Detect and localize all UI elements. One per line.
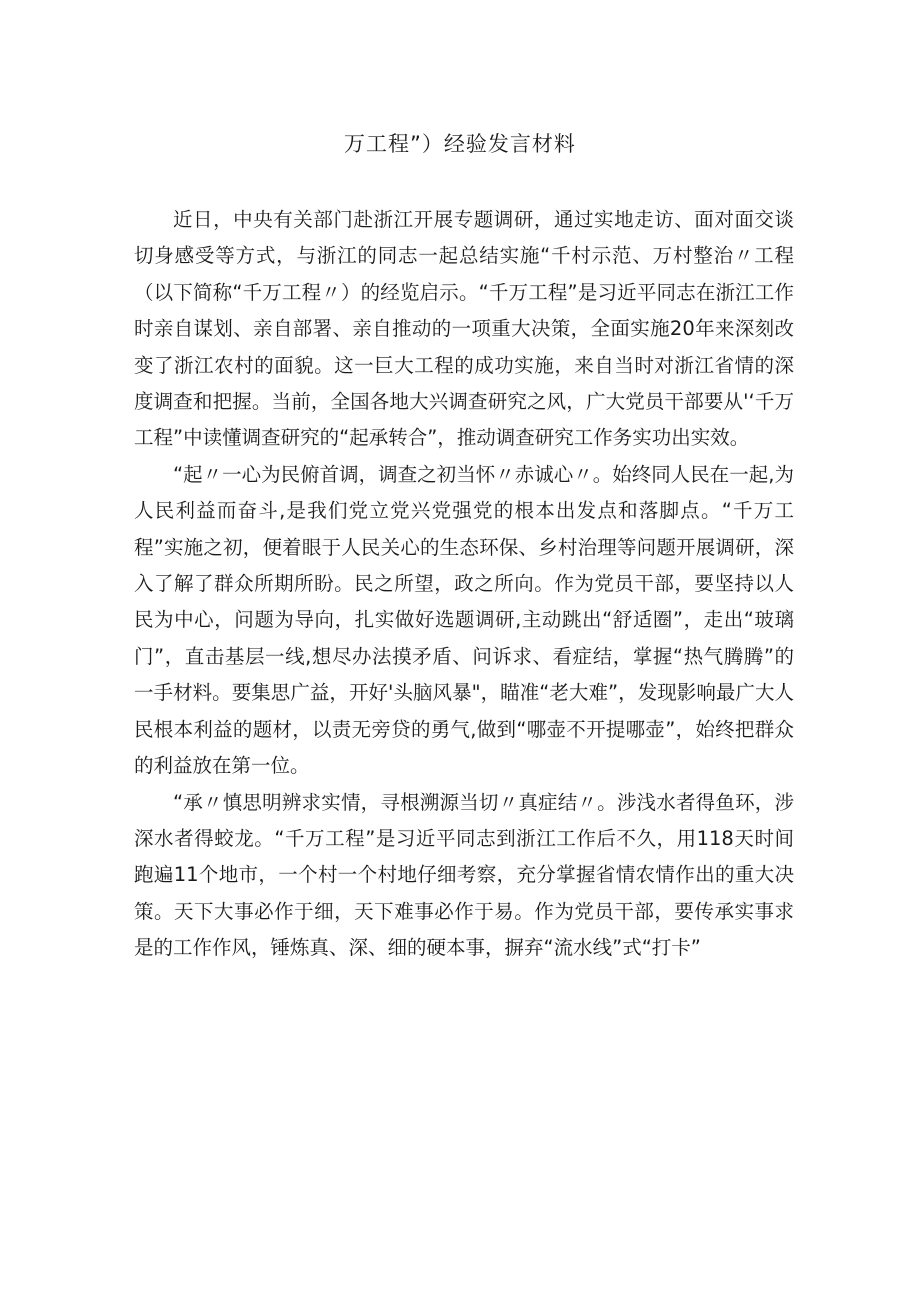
document-body <box>134 202 794 967</box>
paragraph-intro: 近日，中央有关部门赴浙江开展专题调研，通过实地走访、面对面交谈切身感受等方式，与浙江的同志一起总结实施“千村示范、万村整治〃工程（以下简称“千万工程〃）的经览启示。“千万工程”是习近平同志在浙江工作时亲自谋划、亲自部署、亲自推动的一项重大决策，全面实施20年来深刻改变了浙江农村的面貌。这一巨大工程的成功实施，来自当时对浙江省情的深度调查和把握。当前，全国各地大兴调查研究之风，广大党员干部要从'‘千万工程”中读懂调查研究的“起承转合”，推动调查研究工作务实功出实效。 <box>134 208 794 450</box>
paragraph-qi: “起〃一心为民俯首调，调查之初当怀〃赤诚心〃。始终同人民在一起,为人民利益而奋斗,是我们党立党兴党强党的根本出发点和落脚点。“千万工程”实施之初，便着眼于人民关心的生态环保、乡村治理等问题开展调研，深入了解了群众所期所盼。民之所望，政之所向。作为党员干部，要坚持以人民为中心，问题为导向，扎实做好选题调研,主动跳出“舒适圈”，走出“玻璃门”，直击基层一线,想尽办法摸矛盾、问诉求、看症结，掌握“热气腾腾”的一手材料。要集思广益，开好'头脑风暴"，瞄准“老大难”，发现影响最广大人民根本利益的题材，以责无旁贷的勇气,做到“哪壶不开提哪壶”，始终把群众的利益放在第一位。 <box>134 462 794 778</box>
paragraph-cheng: “承〃慎思明辨求实情，寻根溯源当切〃真症结〃。涉浅水者得鱼环，涉深水者得蛟龙。“千万工程”是习近平同志到浙江工作后不久，用118天时间跑遍11个地市，一个村一个村地仔细考察，充分掌握省情农情作出的重大决策。天下大事必作于细，天下难事必作于易。作为党员干部，要传承实事求是的工作作风，锤炼真、深、细的硬本事，摒弃“流水线”式“打卡” <box>134 790 794 960</box>
document-title: 万工程”）经验发言材料 <box>344 132 576 156</box>
